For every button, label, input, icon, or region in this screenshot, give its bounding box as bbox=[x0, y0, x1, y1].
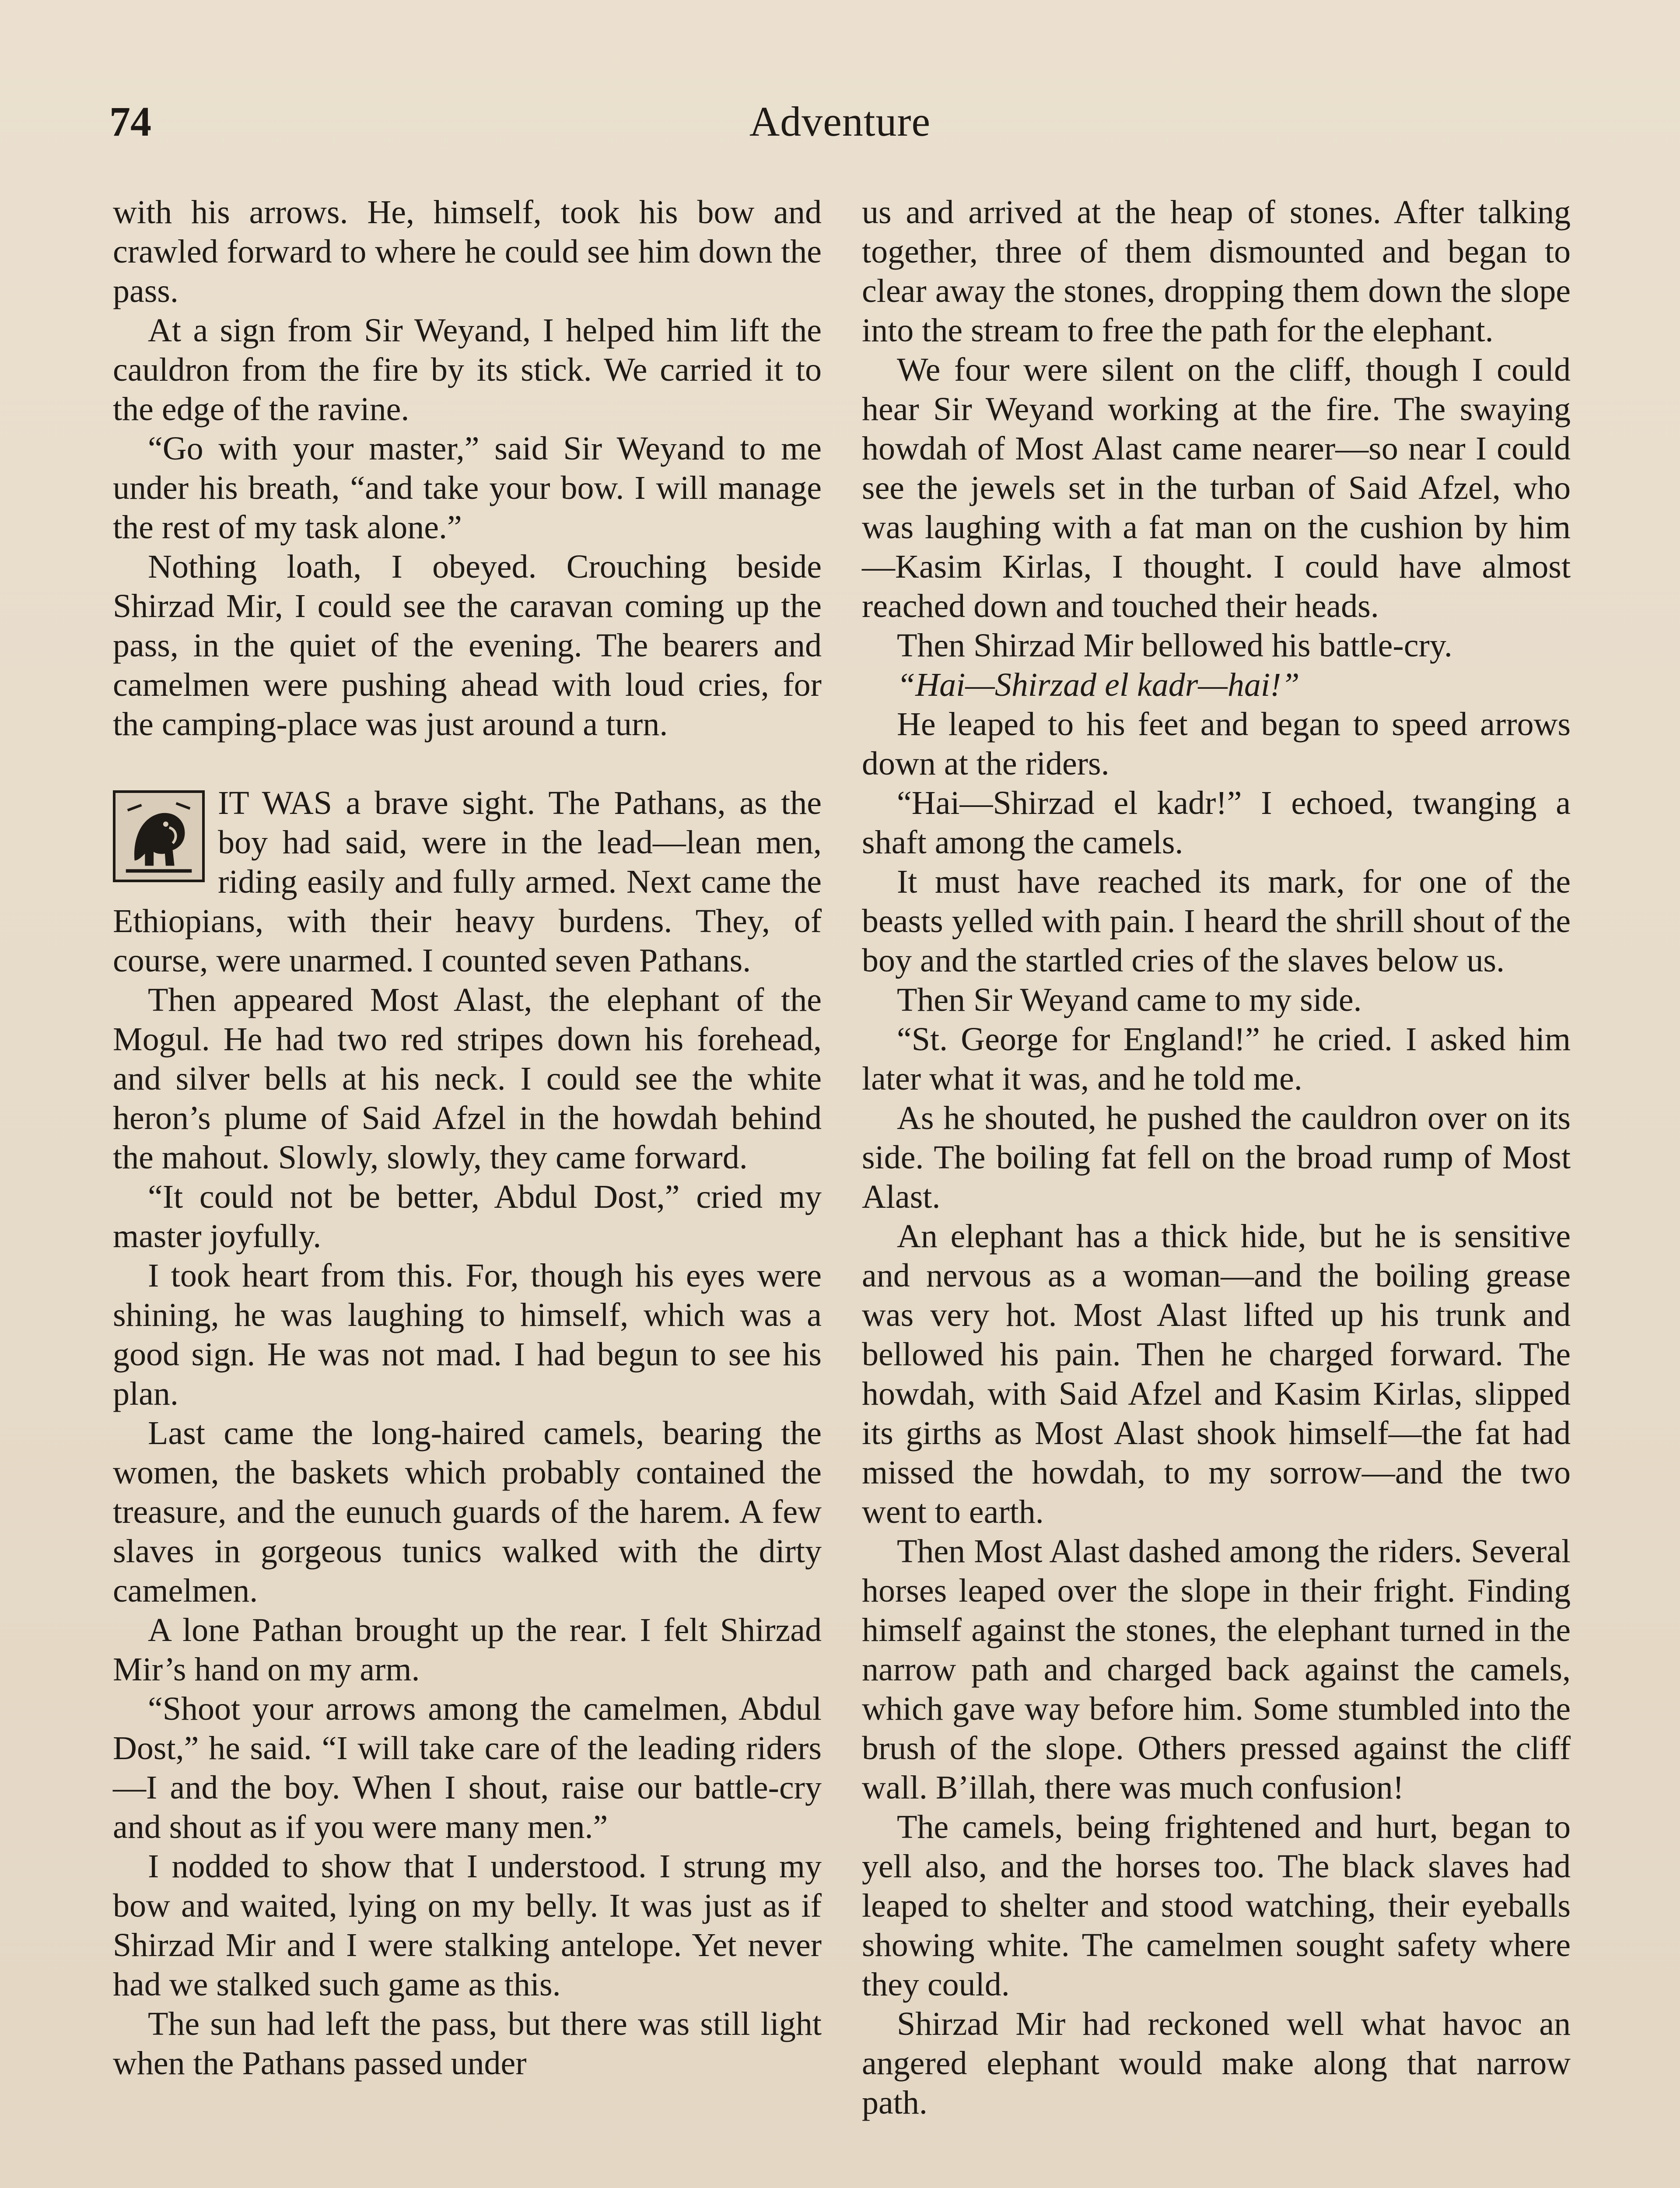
paragraph: The sun had left the pass, but there was still light when the Pathans passed under bbox=[113, 2006, 822, 2082]
running-head: Adventure bbox=[749, 98, 931, 145]
paragraph: “Hai—Shirzad el kadr!” I echoed, twanging a shaft among the camels. bbox=[862, 785, 1571, 861]
paragraph: “Go with your master,” said Sir Weyand to me under his breath, “and take your bow. I will manage the rest of my task alone.” bbox=[113, 430, 822, 546]
paragraph: Then Shirzad Mir bellowed his battle-cry. bbox=[897, 627, 1452, 664]
paragraph: with his arrows. He, himself, took his bow and crawled forward to where he could see him down the pass. bbox=[113, 194, 822, 309]
paragraph: Nothing loath, I obeyed. Crouching beside Shirzad Mir, I could see the caravan coming up the pass, in the quiet of the evening. The bearers and camelmen were pushing ahead with loud cries, for the camping-place was just around a turn. bbox=[113, 548, 822, 743]
paragraph: He leaped to his feet and began to speed arrows down at the riders. bbox=[862, 706, 1571, 782]
paragraph: I took heart from this. For, though his eyes were shining, he was laughing to himself, which was a good sign. He was not mad. I had begun to see his plan. bbox=[113, 1257, 822, 1412]
paragraph: Last came the long-haired camels, bearing the women, the baskets which probably contained the treasure, and the eunuch guards of the harem. A few slaves in gorgeous tunics walked with the dirty camelmen. bbox=[113, 1415, 822, 1609]
paragraph: “Shoot your arrows among the camelmen, Abdul Dost,” he said. “I will take care of the leading riders—I and the boy. When I shout, raise our battle-cry and shout as if you were many men.” bbox=[113, 1690, 822, 1845]
section-opening-paragraph bbox=[113, 783, 822, 980]
battle-cry: “Hai—Shirzad el kadr—hai!” bbox=[897, 666, 1300, 703]
paragraph: “St. George for England!” he cried. I asked him later what it was, and he told me. bbox=[862, 1021, 1571, 1097]
elephant-illustration-icon bbox=[113, 790, 205, 882]
paragraph: A lone Pathan brought up the rear. I felt Shirzad Mir’s hand on my arm. bbox=[113, 1612, 822, 1688]
paragraph: As he shouted, he pushed the cauldron over on its side. The boiling fat fell on the broad rump of Most Alast. bbox=[862, 1100, 1571, 1215]
left-column bbox=[113, 193, 822, 2083]
paragraph: It must have reached its mark, for one of the beasts yelled with pain. I heard the shrill shout of the boy and the startled cries of the slaves below us. bbox=[862, 863, 1571, 979]
paragraph: Then appeared Most Alast, the elephant of the Mogul. He had two red stripes down his forehead, and silver bells at his neck. I could see the white heron’s plume of Said Afzel in the howdah behind the mahout. Slowly, slowly, they came forward. bbox=[113, 982, 822, 1176]
paragraph: Then Sir Weyand came to my side. bbox=[897, 982, 1362, 1018]
paragraph: We four were silent on the cliff, though I could hear Sir Weyand working at the fire. The swaying howdah of Most Alast came nearer—so near I could see the jewels set in the turban of Said Afzel, who was laughing with a fat man on the cushion by him—Kasim Kirlas, I thought. I could have almost reached down and touched their heads. bbox=[862, 351, 1571, 624]
paragraph: “It could not be better, Abdul Dost,” cried my master joyfully. bbox=[113, 1178, 822, 1255]
page-number: 74 bbox=[109, 98, 151, 145]
paragraph: An elephant has a thick hide, but he is sensitive and nervous as a woman—and the boiling grease was very hot. Most Alast lifted up his trunk and bellowed his pain. Then he charged forward. The howdah, with Said Afzel and Kasim Kirlas, slipped its girths as Most Alast shook himself—the fat had missed the howdah, to my sorrow—and the two went to earth. bbox=[862, 1218, 1571, 1530]
paragraph: us and arrived at the heap of stones. After talking together, three of them dismounted and began to clear away the stones, dropping them down the slope into the stream to free the path for the elephant. bbox=[862, 194, 1571, 349]
paragraph: I nodded to show that I understood. I strung my bow and waited, lying on my belly. It was just as if Shirzad Mir and I were stalking antelope. Yet never had we stalked such game as this. bbox=[113, 1848, 822, 2003]
paragraph: Then Most Alast dashed among the riders. Several horses leaped over the slope in their fright. Finding himself against the stones, the elephant turned in the narrow path and charged back against the camels, which gave way before him. Some stumbled into the brush of the slope. Others pressed against the cliff wall. B’illah, there was much confusion! bbox=[862, 1533, 1571, 1806]
paragraph: At a sign from Sir Weyand, I helped him lift the cauldron from the fire by its stick. We carried it to the edge of the ravine. bbox=[113, 312, 822, 428]
right-column bbox=[862, 193, 1571, 2122]
paragraph: Shirzad Mir had reckoned well what havoc an angered elephant would make along that narrow path. bbox=[862, 2006, 1571, 2121]
paragraph-text: IT WAS a brave sight. The Pathans, as the boy had said, were in the lead—lean men, riding easily and fully armed. Next came the Ethiopians, with their heavy burdens. They, of course, were unarmed. I counted seven Pathans. bbox=[113, 785, 822, 979]
paragraph: The camels, being frightened and hurt, began to yell also, and the horses too. The black slaves had leaped to shelter and stood watching, their eyeballs showing white. The camelmen sought safety where they could. bbox=[862, 1809, 1571, 2003]
